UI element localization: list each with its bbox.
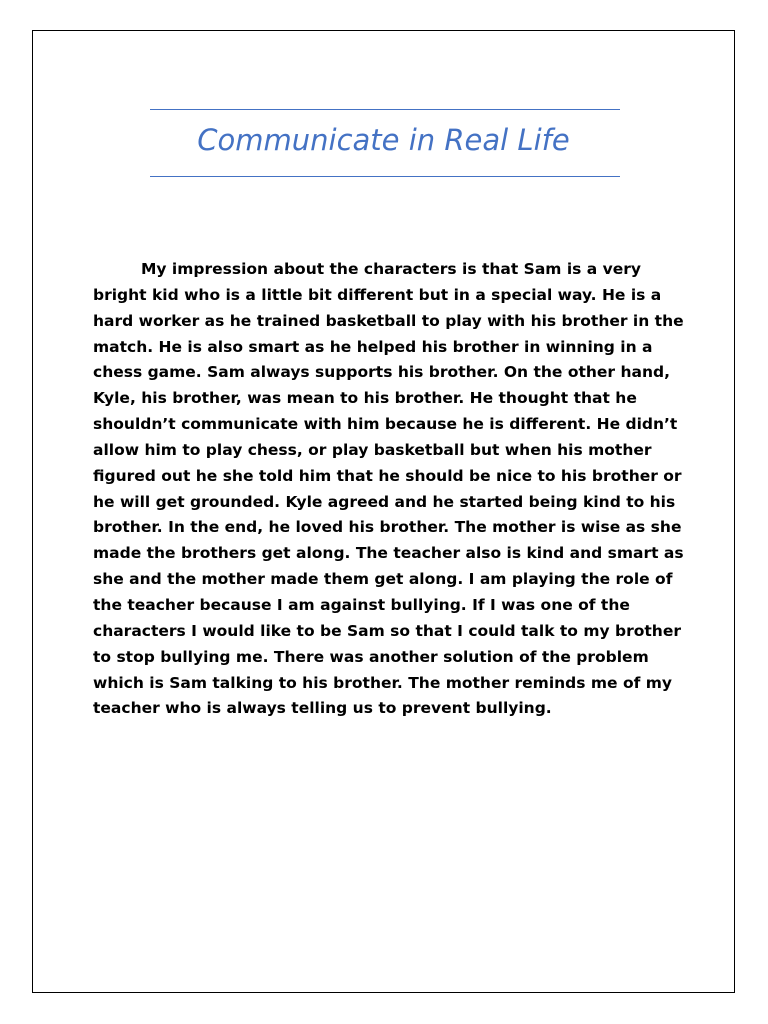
paragraph-line: allow him to play chess, or play basketball but when his mother [93,440,652,459]
paragraph-line: made the brothers get along. The teacher also is kind and smart as [93,544,684,563]
paragraph-line: figured out he she told him that he should be nice to his brother or [93,466,682,485]
paragraph-line: hard worker as he trained basketball to play with his brother in the [93,311,684,330]
paragraph-line: match. He is also smart as he helped his brother in winning in a [93,337,653,356]
body-paragraph [93,257,713,722]
paragraph-line: Kyle, his brother, was mean to his brother. He thought that he [93,389,637,408]
paragraph-line: characters I would like to be Sam so that I could talk to my brother [93,621,681,640]
paragraph-line: My impression about the characters is that Sam is a very [141,260,642,278]
paragraph-line: shouldn’t communicate with him because he is different. He didn’t [93,415,678,434]
paragraph-line: the teacher because I am against bullying. If I was one of the [93,595,630,614]
paragraph-line: teacher who is always telling us to prevent bullying. [93,699,552,718]
paragraph-line: she and the mother made them get along. I am playing the role of [93,570,673,589]
paragraph-line: which is Sam talking to his brother. The mother reminds me of my [93,673,672,692]
document-page [32,30,735,993]
title-bottom-rule [150,176,620,177]
paragraph-line: to stop bullying me. There was another solution of the problem [93,647,649,666]
paragraph-line: brother. In the end, he loved his brother. The mother is wise as she [93,518,682,537]
paragraph-line: he will get grounded. Kyle agreed and he started being kind to his [93,492,676,511]
paragraph-line: chess game. Sam always supports his brother. On the other hand, [93,363,670,382]
paragraph-line: bright kid who is a little bit different but in a special way. He is a [93,285,662,304]
title-top-rule [150,109,620,110]
document-title: Communicate in Real Life [197,123,570,157]
